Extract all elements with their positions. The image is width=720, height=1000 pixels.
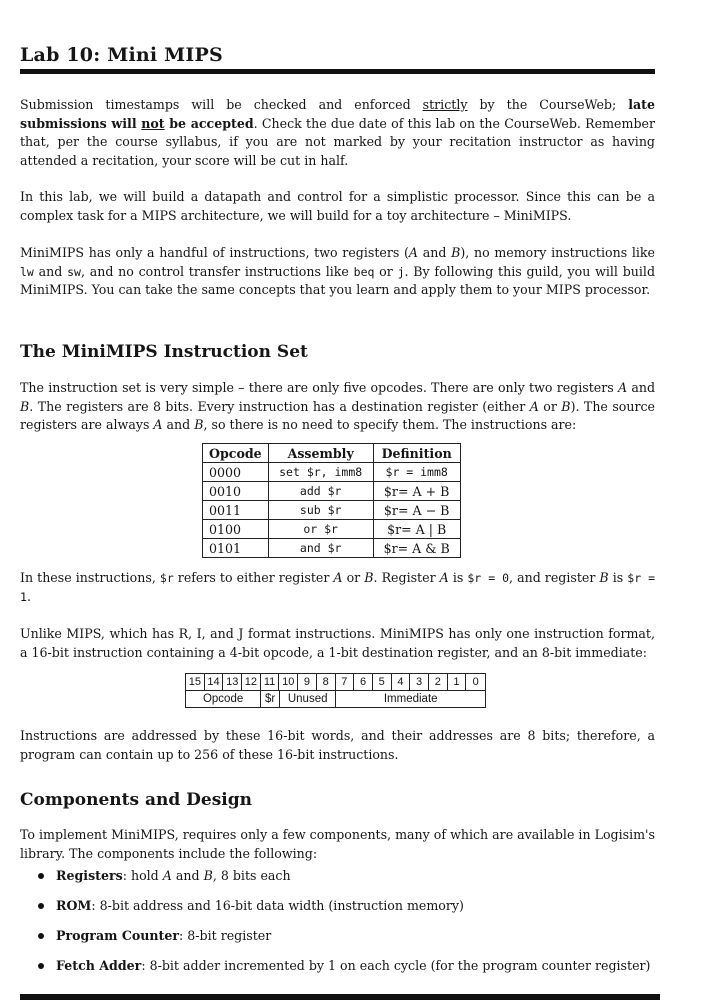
instruction-table-header [203, 444, 461, 463]
instruction-format-diagram [185, 673, 486, 708]
minimips-paragraph: MiniMIPS has only a handful of instructions, two registers (A and B), no memory instructions like lw and sw, and no control transfer instructions like beq or j. By following this guild, you will build MiniMIPS. You can take the same concepts that you learn and apply them to your MIPS processor. [20, 245, 656, 297]
format-paragraph: Unlike MIPS, which has R, I, and J format instructions. MiniMIPS has only one instruction format, a 16-bit instruction containing a 4-bit opcode, a 1-bit destination register, and an 8-bit immediate: [20, 626, 655, 660]
table-row: 0100 or $r $r= A | B [203, 520, 461, 539]
bit-number-row: 15 14 13 12 11 10 9 8 7 6 5 4 3 2 1 0 [185, 673, 486, 691]
components-list [20, 867, 660, 987]
table-row: 0101 and $r $r= A & B [203, 539, 461, 558]
table-row: 0000 set $r, imm8 $r = imm8 [203, 463, 461, 482]
lab-title: Lab 10: Mini MIPS [20, 44, 223, 66]
instruction-set-paragraph: The instruction set is very simple – there are only five opcodes. There are only two registers A and B. The registers are 8 bits. Every instruction has a destination register (either A or B). The source registers are always A and B, so there is no need to specify them. The instructions are: [20, 380, 655, 432]
overview-paragraph: In this lab, we will build a datapath and control for a simplistic processor. Since this can be a complex task for a MIPS architecture, we will build for a toy architecture – MiniMIPS. [20, 189, 655, 223]
list-item: Fetch Adder: 8-bit adder incremented by 1 on each cycle (for the program counter register) [20, 957, 660, 987]
column-header: Opcode [203, 444, 269, 463]
list-item: Registers: hold A and B, 8 bits each [20, 867, 660, 897]
register-paragraph: In these instructions, $r refers to either register A or B. Register A is $r = 0, and register B is $r = 1. [20, 570, 656, 604]
opcode-field: Opcode [186, 691, 261, 707]
title-rule [20, 69, 655, 74]
table-row: 0010 add $r $r= A + B [203, 482, 461, 501]
instruction-set-heading: The MiniMIPS Instruction Set [20, 342, 308, 362]
late-submission-warning: late submissions will not be accepted [20, 97, 655, 131]
submission-paragraph: Submission timestamps will be checked and enforced strictly by the CourseWeb; late submissions will not be accepted. Check the due date of this lab on the CourseWeb. Remember that, per the course syllabus, if you are not marked by your recitation instructor as having attended a recitation, your score will be cut in half. [20, 97, 655, 168]
unused-field: Unused [280, 691, 336, 707]
immediate-field: Immediate [383, 693, 438, 705]
field-row [185, 691, 486, 708]
column-header: Assembly [268, 444, 373, 463]
components-paragraph: To implement MiniMIPS, requires only a few components, many of which are available in Logisim's library. The components include the following: [20, 827, 655, 861]
table-row: 0011 sub $r $r= A − B [203, 501, 461, 520]
list-item: Program Counter: 8-bit register [20, 927, 660, 957]
list-item: ROM: 8-bit address and 16-bit data width (instruction memory) [20, 897, 660, 927]
components-heading: Components and Design [20, 790, 252, 810]
column-header: Definition [373, 444, 460, 463]
bottom-rule [20, 994, 660, 1000]
destination-register-field: $r [261, 691, 280, 707]
instruction-table [202, 443, 461, 558]
addressing-paragraph: Instructions are addressed by these 16-bit words, and their addresses are 8 bits; therefore, a program can contain up to 256 of these 16-bit instructions. [20, 728, 655, 762]
